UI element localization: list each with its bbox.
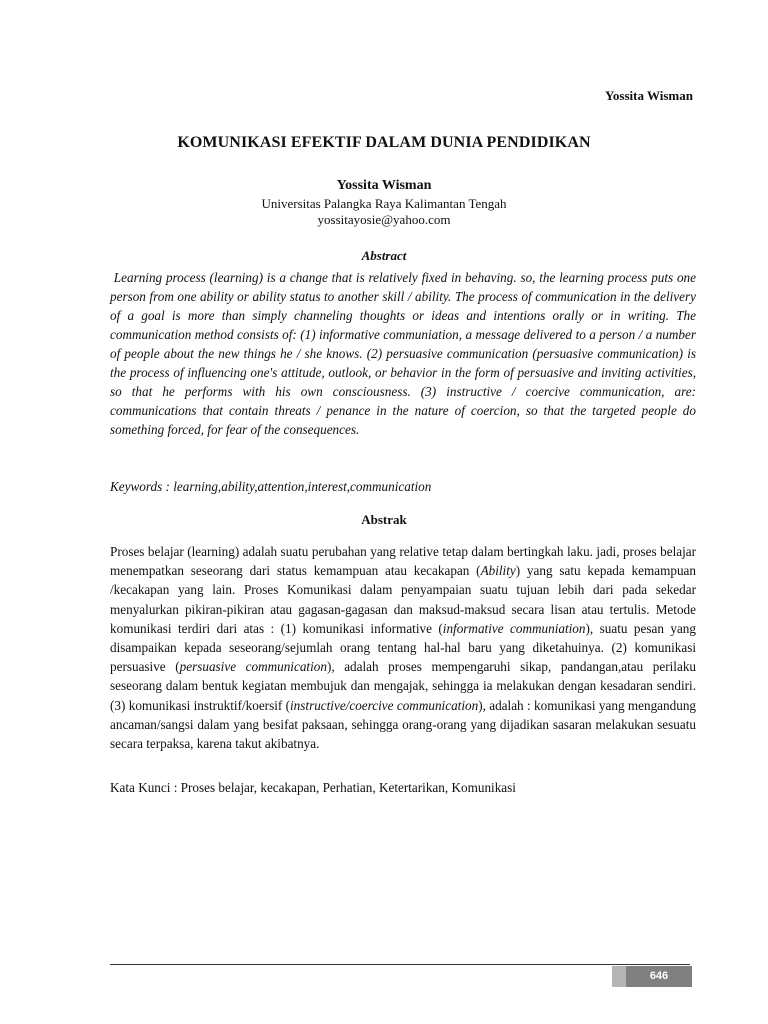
abstract-text	[110, 268, 696, 439]
page-number-box	[612, 966, 692, 987]
abstract-body: Learning process (learning) is a change that is relatively fixed in behaving. so, the learning process puts one person from one ability or ability status to another skill / ability. The process of communication in the delivery of a goal is more than simply channeling thoughts or ideas and intentions orally or in writing. The communication method consists of: (1) informative communiation, a message delivered to a person / a number of people about the new things he / she knows. (2) persuasive communication (persuasive communication) is the process of influencing one's attitude, outlook, or behavior in the form of persuasive and inviting activities, so that he performs with his own consciousness. (3) instructive / coercive communication, are: communications that contain threats / penance in the nature of coercion, so that the targeted people do something forced, for fear of the consequences.	[110, 270, 697, 437]
abstrak-term-informative: informative communiation	[442, 620, 586, 636]
abstrak-segment: ), adalah proses mempengaruhi sikap, pandangan,atau perilaku seseorang dalam bentuk kegiatan membujuk dan mengajak, sehingga ia melakukan dengan kesadaran sendiri. (3) komunikasi instruktif/koersif (	[110, 659, 697, 713]
abstrak-segment: Proses belajar (learning) adalah suatu perubahan yang relative tetap dalam bertingkah laku. jadi, proses belajar menempatkan seseorang dari status kemampuan atau kecakapan (	[110, 544, 696, 579]
author-email: yossitayosie@yahoo.com	[317, 212, 451, 227]
abstrak-segment: ), adalah : komunikasi yang mengandung ancaman/sangsi dalam yang besifat paksaan, sehingga orang-orang yang dijadikan sasaran melakukan sesuatu secara terpaksa, karena takut akibatnya.	[110, 697, 697, 752]
page-number: 646	[649, 970, 669, 982]
running-head: Yossita Wisman	[604, 88, 693, 103]
paper-title: KOMUNIKASI EFEKTIF DALAM DUNIA PENDIDIKAN	[177, 134, 591, 151]
kata-kunci: Kata Kunci : Proses belajar, kecakapan, Perhatian, Ketertarikan, Komunikasi	[110, 780, 516, 795]
abstrak-text	[110, 542, 696, 753]
page-box-accent	[612, 966, 626, 987]
abstrak-segment: ) yang satu kepada kemampuan /kecakapan yang lain. Proses Komunikasi dalam penyampaian suatu tujuan lebih dari pada sekedar menyalurkan pikiran-pikiran atau gagasan-gagasan dan maksud-maksud secara lisan atau tertulis. Metode komunikasi terdiri dari atas : (1) komunikasi informative (	[110, 563, 696, 636]
keywords: Keywords : learning,ability,attention,interest,communication	[110, 479, 432, 494]
abstrak-term-persuasive: persuasive communication	[179, 659, 327, 675]
abstract-heading: Abstract	[361, 248, 407, 263]
abstrak-term-instructive: instructive/coercive communication	[290, 697, 479, 713]
author-affiliation: Universitas Palangka Raya Kalimantan Tengah	[261, 196, 507, 211]
footer-rule	[110, 964, 690, 965]
author-name: Yossita Wisman	[336, 178, 432, 193]
abstrak-heading: Abstrak	[361, 512, 407, 527]
abstrak-term-ability: Ability	[480, 563, 516, 579]
abstrak-segment: ), suatu pesan yang disampaikan kepada seseorang/sejumlah orang tentang hal-hal baru yang diketahuinya. (2) komunikasi persuasive (	[110, 620, 696, 675]
